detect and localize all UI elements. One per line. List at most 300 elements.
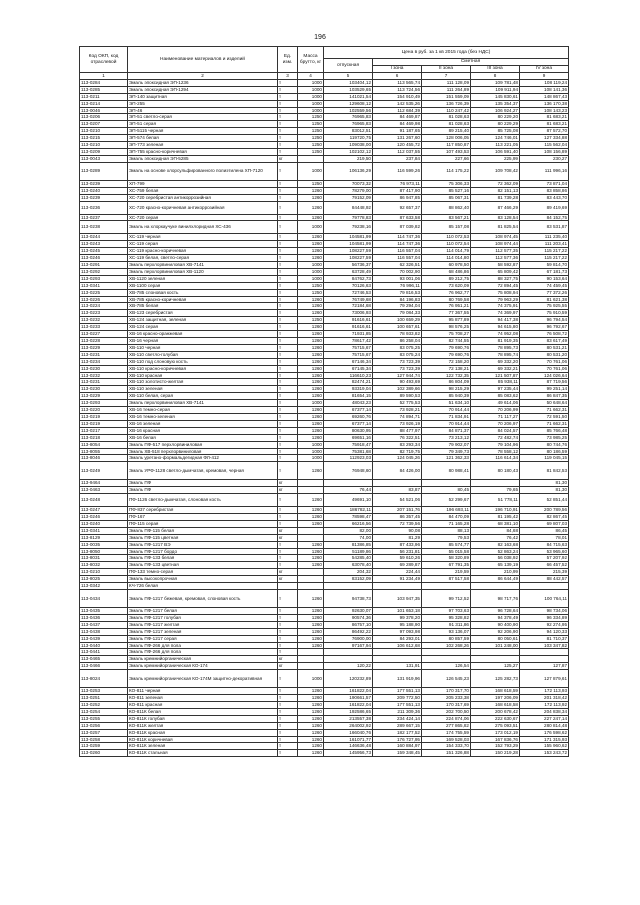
row-zone-1-price: 79 816,53 [373, 289, 422, 296]
table-row [80, 221, 569, 234]
row-release-price: 119720,75 [324, 135, 373, 142]
row-name: КО-811К стальная [128, 750, 278, 757]
column-index: 7 [422, 73, 471, 80]
row-release-price: 76749,68 [324, 296, 373, 303]
table-row [80, 608, 569, 615]
row-zone-3-price: 80 050,61 [471, 635, 520, 642]
row-mass: 1260 [298, 507, 324, 514]
row-zone-2-price: 84 871,37 [422, 427, 471, 434]
table-row [80, 180, 569, 187]
row-unit: т [278, 282, 298, 289]
row-zone-3-price: 74 369,97 [471, 310, 520, 317]
row-code: 113-0253 [80, 688, 128, 695]
row-zone-3-price: 96 728,64 [471, 608, 520, 615]
row-name: ХП-799 [128, 180, 278, 187]
row-zone-2-price: 80,45 [422, 487, 471, 494]
row-unit: т [278, 413, 298, 420]
row-zone-4-price: 84 152,75 [520, 214, 569, 221]
row-code: 113-0226 [80, 296, 128, 303]
row-zone-4-price: 81,30 [520, 480, 569, 487]
row-zone-3-price: 65 809,42 [471, 268, 520, 275]
row-code: 113-0229 [80, 344, 128, 351]
row-name: Эмаль ПФ-1217 ВЭ [128, 541, 278, 548]
row-zone-1-price: 83 293,34 [373, 441, 422, 448]
row-name: ЭП-5115 черная [128, 128, 278, 135]
row-name: ХВ-110 светло-голубая [128, 351, 278, 358]
table-row [80, 670, 569, 688]
table-row [80, 93, 569, 100]
row-release-price: 49691,10 [324, 494, 373, 507]
row-name: ЭП-574 белая [128, 135, 278, 142]
row-zone-1-price: 116 557,04 [373, 248, 422, 255]
row-zone-2-price: 71 834,91 [422, 413, 471, 420]
row-release-price: 186782,11 [324, 507, 373, 514]
row-mass: 1260 [298, 420, 324, 427]
row-zone-4-price: 176 598,62 [520, 729, 569, 736]
row-zone-1-price: 209 772,50 [373, 695, 422, 702]
row-release-price: 66216,56 [324, 520, 373, 527]
row-zone-2-price: 75 708,27 [422, 331, 471, 338]
row-release-price: 83152,09 [324, 576, 373, 583]
row-name: ХВ-110 под слоновую кость [128, 358, 278, 365]
row-code: 113-0246 [80, 514, 128, 521]
row-zone-1-price: 92 657,37 [373, 201, 422, 214]
row-zone-4-price: 81,30 [520, 487, 569, 494]
row-code: 113-0237 [80, 214, 128, 221]
row-unit: кг [278, 155, 298, 162]
row-zone-3-price: 168 618,59 [471, 688, 520, 695]
table-row [80, 750, 569, 757]
row-zone-3-price: 109 781,48 [471, 79, 520, 86]
row-release-price: 103404,12 [324, 79, 373, 86]
row-zone-2-price: 196 693,11 [422, 507, 471, 514]
row-name: ХС-720 серая [128, 214, 278, 221]
row-name: КО-811 черная [128, 688, 278, 695]
row-zone-1-price: 159 348,45 [373, 750, 422, 757]
row-zone-4-price: 86,45 [520, 527, 569, 534]
row-release-price: 67377,14 [324, 420, 373, 427]
row-code: 113-0230 [80, 386, 128, 393]
row-release-price: 106136,29 [324, 162, 373, 180]
row-unit: т [278, 114, 298, 121]
row-name: КО-811 красная [128, 701, 278, 708]
row-release-price: 69651,16 [324, 434, 373, 441]
row-unit: т [278, 241, 298, 248]
row-name: Эмаль кремнийорганическая КО-174 [128, 663, 278, 670]
table-row [80, 289, 569, 296]
row-zone-2-price: 52 299,67 [422, 494, 471, 507]
row-zone-4-price: 124 026,64 [520, 372, 569, 379]
row-unit: кг [278, 487, 298, 494]
row-name: ЭП-773 зеленая [128, 142, 278, 149]
row-mass: 1260 [298, 248, 324, 255]
row-code: 113-0247 [80, 507, 128, 514]
row-code: 113-0211 [80, 93, 128, 100]
row-unit: кг [278, 663, 298, 670]
row-unit: т [278, 221, 298, 234]
row-zone-2-price: 151 326,88 [422, 750, 471, 757]
row-zone-4-price: 52 851,44 [520, 494, 569, 507]
row-release-price: 146636,48 [324, 743, 373, 750]
row-release-price: 108227,59 [324, 255, 373, 262]
row-unit: т [278, 407, 298, 414]
row-zone-1-price [373, 656, 422, 663]
table-row [80, 358, 569, 365]
row-zone-3-price: 69 332,20 [471, 358, 520, 365]
row-name: Эмаль ПФ-1217 бежевая, кремовая, слоновая кость [128, 590, 278, 608]
row-mass: 1260 [298, 715, 324, 722]
row-release-price: 69260,76 [324, 413, 373, 420]
row-zone-2-price: 85 067,31 [422, 194, 471, 201]
table-row [80, 448, 569, 455]
row-zone-1-price: 224,44 [373, 569, 422, 576]
row-zone-1-price: 79 294,04 [373, 303, 422, 310]
row-zone-1-price: 83,87 [373, 487, 422, 494]
row-zone-2-price: 107 493,53 [422, 148, 471, 155]
row-zone-2-price: 79 902,07 [422, 441, 471, 448]
row-zone-4-price: 87 719,56 [520, 379, 569, 386]
row-zone-1-price: 70 002,90 [373, 268, 422, 275]
row-zone-3-price: 94 417,38 [471, 317, 520, 324]
row-code: 113-0043 [80, 155, 128, 162]
row-zone-2-price: 76 962,77 [422, 289, 471, 296]
row-mass: 1000 [298, 441, 324, 448]
row-mass: 1260 [298, 743, 324, 750]
table-row [80, 520, 569, 527]
row-code: 113-0218 [80, 434, 128, 441]
row-unit: т [278, 708, 298, 715]
row-release-price: 94738,73 [324, 590, 373, 608]
row-code: 113-0293 [80, 275, 128, 282]
row-zone-2-price: 85 940,39 [422, 393, 471, 400]
row-mass: 1260 [298, 386, 324, 393]
row-unit: т [278, 621, 298, 628]
row-zone-4-price: 96 792,67 [520, 324, 569, 331]
row-zone-1-price: 84 469,98 [373, 121, 422, 128]
row-zone-4-price: 77 372,26 [520, 289, 569, 296]
row-unit: кг [278, 569, 298, 576]
row-mass: 1000 [298, 455, 324, 462]
row-unit: т [278, 590, 298, 608]
row-unit: т [278, 628, 298, 635]
row-zone-3-price: 275 093,51 [471, 722, 520, 729]
row-unit: т [278, 462, 298, 480]
row-mass [298, 649, 324, 656]
row-zone-1-price: 87 417,90 [373, 187, 422, 194]
row-zone-4-price [520, 656, 569, 663]
row-release-price [324, 649, 373, 656]
row-zone-2-price: 88,13 [422, 527, 471, 534]
row-unit: т [278, 635, 298, 642]
row-zone-3-price: 76,42 [471, 534, 520, 541]
row-zone-4-price [520, 649, 569, 656]
row-zone-2-price: 76 951,21 [422, 303, 471, 310]
row-name: КО-811К голубая [128, 715, 278, 722]
header-code: Код ОКП, код отраслевой [80, 47, 128, 73]
table-row [80, 480, 569, 487]
row-release-price: 92630,07 [324, 608, 373, 615]
row-code: 113-0232 [80, 372, 128, 379]
table-row [80, 162, 569, 180]
row-zone-2-price: 85 574,77 [422, 541, 471, 548]
row-zone-4-price: 153 243,72 [520, 750, 569, 757]
table-row [80, 248, 569, 255]
row-mass: 1000 [298, 221, 324, 234]
row-mass: 1260 [298, 241, 324, 248]
row-code: 113-0240 [80, 520, 128, 527]
row-zone-2-price: 72 158,20 [422, 358, 471, 365]
row-name: Эмаль высокопрочная [128, 576, 278, 583]
row-unit: т [278, 317, 298, 324]
row-zone-1-price: 154 910,49 [373, 93, 422, 100]
row-release-price: 79238,16 [324, 221, 373, 234]
row-release-price: 74,00 [324, 534, 373, 541]
row-unit: т [278, 268, 298, 275]
row-zone-3-price: 81 195,42 [471, 514, 520, 521]
row-zone-4-price: 76 508,72 [520, 331, 569, 338]
row-zone-4-price: 87 572,70 [520, 128, 569, 135]
row-release-price: 84762,73 [324, 275, 373, 282]
row-unit: т [278, 79, 298, 86]
row-zone-1-price: 211 309,36 [373, 708, 422, 715]
row-zone-1-price: 59 610,26 [373, 555, 422, 562]
row-code: 113-0436 [80, 614, 128, 621]
row-release-price: 104581,99 [324, 234, 373, 241]
row-release-price: 75715,67 [324, 344, 373, 351]
row-name: Эмаль ХВ-518 перхлорвиниловая [128, 448, 278, 455]
row-code: 113-0260 [80, 750, 128, 757]
row-unit: т [278, 187, 298, 194]
row-code: 113-0231 [80, 351, 128, 358]
row-zone-3-price: 94 378,49 [471, 614, 520, 621]
row-code: 113-0342 [80, 583, 128, 590]
row-mass: 1000 [298, 107, 324, 114]
row-mass: 1250 [298, 121, 324, 128]
row-zone-1-price: 90 493,69 [373, 379, 422, 386]
row-zone-2-price: 55 015,58 [422, 548, 471, 555]
row-mass [298, 487, 324, 494]
table-row [80, 331, 569, 338]
row-unit: т [278, 351, 298, 358]
row-unit: т [278, 194, 298, 201]
row-mass: 1000 [298, 670, 324, 688]
row-zone-3-price: 83 128,54 [471, 214, 520, 221]
row-code: 113-8031 [80, 555, 128, 562]
row-zone-1-price: 112 684,39 [373, 107, 422, 114]
row-mass: 1260 [298, 608, 324, 615]
row-release-price: 54285,40 [324, 555, 373, 562]
row-zone-4-price: 50 648,64 [520, 400, 569, 407]
row-zone-1-price: 86 947,85 [373, 194, 422, 201]
row-name: Эмаль ПФ-1217 белая [128, 608, 278, 615]
table-row [80, 365, 569, 372]
row-zone-1-price: 54 521,06 [373, 494, 422, 507]
row-zone-1-price: 87 039,82 [373, 221, 422, 234]
row-mass: 1260 [298, 310, 324, 317]
row-code: 113-0240 [80, 187, 128, 194]
row-code: 113-8032 [80, 562, 128, 569]
row-zone-4-price: 73 871,04 [520, 180, 569, 187]
row-zone-2-price: 58 320,89 [422, 555, 471, 562]
row-zone-4-price: 70 761,06 [520, 365, 569, 372]
row-zone-4-price: 81 710,37 [520, 635, 569, 642]
table-row [80, 187, 569, 194]
row-unit: т [278, 562, 298, 569]
row-zone-4-price: 70 761,06 [520, 358, 569, 365]
row-zone-4-price: 171 315,93 [520, 736, 569, 743]
row-unit: т [278, 201, 298, 214]
row-name: ХВ-785 белая [128, 303, 278, 310]
header-unit: Ед. изм. [278, 47, 298, 73]
row-zone-2-price: 80 769,58 [422, 296, 471, 303]
row-release-price: 71931,85 [324, 331, 373, 338]
row-unit: т [278, 180, 298, 187]
row-zone-2-price: 79,53 [422, 534, 471, 541]
row-release-price: 103529,65 [324, 86, 373, 93]
row-code: 113-0233 [80, 324, 128, 331]
row-zone-4-price: 96 334,89 [520, 614, 569, 621]
row-mass: 1260 [298, 562, 324, 569]
row-zone-2-price: 85 527,16 [422, 187, 471, 194]
table-row [80, 114, 569, 121]
row-mass: 1250 [298, 114, 324, 121]
column-index: 9 [520, 73, 569, 80]
row-release-price: 116610,23 [324, 372, 373, 379]
row-name: ХВ-110 красно-коричневая [128, 365, 278, 372]
row-name: КО-811К коричневая [128, 736, 278, 743]
row-unit: т [278, 448, 298, 455]
row-release-price: 129608,12 [324, 100, 373, 107]
row-zone-4-price: 201 318,42 [520, 695, 569, 702]
row-mass: 1260 [298, 214, 324, 221]
row-zone-4-price: 83 531,87 [520, 221, 569, 234]
row-zone-2-price: 60 978,50 [422, 262, 471, 269]
row-mass: 1250 [298, 148, 324, 155]
table-row [80, 715, 569, 722]
row-zone-3-price: 196 710,91 [471, 507, 520, 514]
row-zone-4-price: 86 847,35 [520, 393, 569, 400]
table-row [80, 379, 569, 386]
row-zone-2-price: 71 165,28 [422, 520, 471, 527]
row-zone-3-price: 79 104,96 [471, 441, 520, 448]
row-code: 113-0245 [80, 248, 128, 255]
row-code: 113-8025 [80, 576, 128, 583]
row-name: Эмаль ПФ-115 цветная [128, 534, 278, 541]
row-zone-1-price: 100 657,61 [373, 324, 422, 331]
row-name: КЧ-726 белая [128, 583, 278, 590]
row-name: Эмаль эпоксидная ЭП-1294 [128, 86, 278, 93]
row-release-price: 80630,95 [324, 427, 373, 434]
row-zone-3-price: 82 151,13 [471, 187, 520, 194]
row-zone-4-price: 108 141,36 [520, 86, 569, 93]
row-release-price: 75381,68 [324, 448, 373, 455]
row-zone-2-price: 170 317,69 [422, 701, 471, 708]
row-zone-3-price: 112 577,35 [471, 248, 520, 255]
row-name: Эмаль ПФ-133 цветная [128, 562, 278, 569]
row-zone-4-price: 80 744,76 [520, 441, 569, 448]
row-zone-1-price: 87 633,58 [373, 214, 422, 221]
row-unit: т [278, 262, 298, 269]
row-zone-1-price: 116 599,26 [373, 162, 422, 180]
row-unit: т [278, 715, 298, 722]
row-mass [298, 527, 324, 534]
row-zone-1-price: 91 234,49 [373, 576, 422, 583]
row-release-price: 76,44 [324, 487, 373, 494]
row-unit: т [278, 289, 298, 296]
row-zone-1-price: 131 267,60 [373, 135, 422, 142]
row-zone-1-price: 101 653,18 [373, 608, 422, 615]
table-body [80, 79, 569, 756]
row-zone-1-price: 87 433,96 [373, 541, 422, 548]
row-name: Эмаль ПФ-266 для пола [128, 649, 278, 656]
row-zone-1-price: 106 612,68 [373, 642, 422, 649]
row-code: 113-0246 [80, 255, 128, 262]
table-row [80, 736, 569, 743]
row-zone-4-price: 72 591,50 [520, 413, 569, 420]
row-release-price: 161071,77 [324, 736, 373, 743]
row-mass: 1260 [298, 201, 324, 214]
row-code: 113-0035 [80, 541, 128, 548]
row-zone-2-price: 98 576,25 [422, 324, 471, 331]
column-index-row [80, 73, 569, 80]
row-zone-2-price: 224 874,06 [422, 715, 471, 722]
row-code: 113-0465 [80, 656, 128, 663]
row-name: ХС-119 серая [128, 241, 278, 248]
row-name: Эмаль на основе хлорсульфированного полиэтилена ХП-7120 [128, 162, 278, 180]
row-zone-2-price: 95 328,82 [422, 614, 471, 621]
row-code: 113-0255 [80, 715, 128, 722]
table-row [80, 562, 569, 569]
row-zone-2-price: 205 233,38 [422, 695, 471, 702]
table-row [80, 393, 569, 400]
row-release-price: 192586,65 [324, 708, 373, 715]
row-zone-1-price: 81,29 [373, 534, 422, 541]
row-zone-2-price: 97 703,63 [422, 608, 471, 615]
row-unit: т [278, 441, 298, 448]
row-zone-1-price: 76 973,11 [373, 180, 422, 187]
row-unit: т [278, 379, 298, 386]
row-name: ЭП-51 серая [128, 121, 278, 128]
row-zone-3-price: 74 952,08 [471, 331, 520, 338]
row-name: Эмаль ПФ-1217 бордо [128, 548, 278, 555]
row-zone-3-price: 80 229,29 [471, 121, 520, 128]
row-name: ХВ-123 серебристая [128, 310, 278, 317]
row-zone-4-price: 111 996,16 [520, 162, 569, 180]
table-row [80, 541, 569, 548]
row-release-price: 63728,49 [324, 268, 373, 275]
row-release-price: 104581,99 [324, 241, 373, 248]
row-mass: 1260 [298, 338, 324, 345]
table-row [80, 701, 569, 708]
row-zone-4-price: 74 459,45 [520, 282, 569, 289]
row-zone-1-price: 131,91 [373, 663, 422, 670]
row-zone-3-price: 222 630,67 [471, 715, 520, 722]
row-zone-1-price: 89 590,53 [373, 393, 422, 400]
row-name: ХВ-124 защитная, зеленая [128, 317, 278, 324]
row-release-price: 141021,54 [324, 93, 373, 100]
row-mass [298, 576, 324, 583]
row-release-price: 82474,21 [324, 379, 373, 386]
row-zone-4-price: 103 347,82 [520, 642, 569, 649]
row-zone-3-price: 225,99 [471, 155, 520, 162]
row-unit: т [278, 107, 298, 114]
row-zone-2-price: 227,66 [422, 155, 471, 162]
row-name: ХВ-110 зеленая [128, 386, 278, 393]
row-unit: т [278, 324, 298, 331]
row-code: 113-0234 [80, 358, 128, 365]
row-code: 113-0243 [80, 241, 128, 248]
row-zone-3-price: 84,68 [471, 527, 520, 534]
